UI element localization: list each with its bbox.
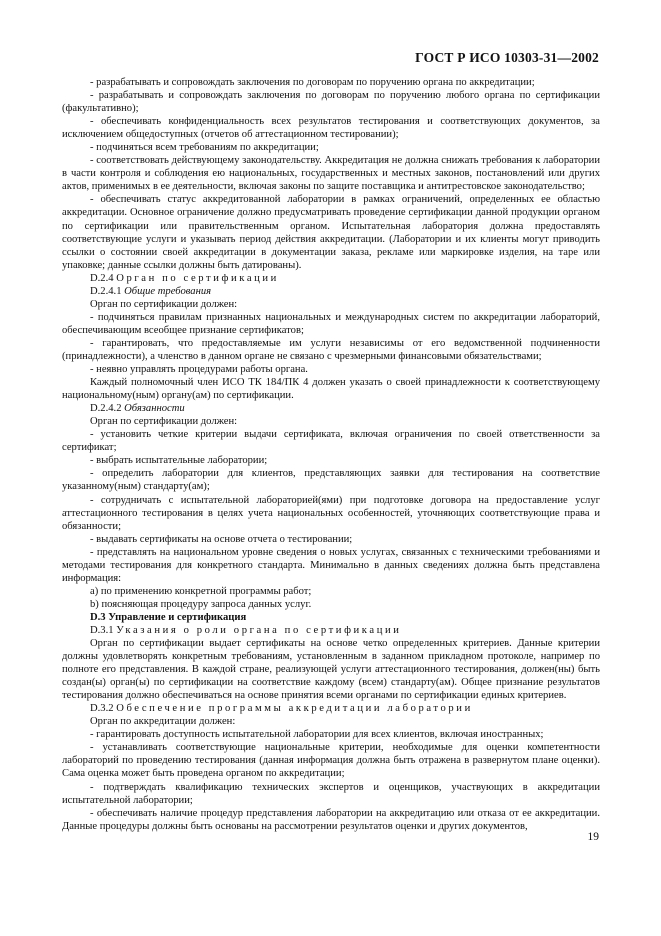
paragraph: Каждый полномочный член ИСО ТК 184/ПК 4 должен указать о своей принадлежности к соответствующему национальному(ным) органу(ам) по сертификации. bbox=[62, 377, 600, 402]
paragraph: - определить лаборатории для клиентов, представляющих заявки для тестирования на соответствие указанному(ным) стандарту(ам); bbox=[62, 468, 600, 493]
section-heading: D.3 Управление и сертификация bbox=[90, 611, 247, 623]
subsection-heading bbox=[62, 702, 600, 715]
paragraph: - гарантировать доступность испытательной лаборатории для всех клиентов, включая иностранных; bbox=[90, 729, 544, 741]
list-item: a) по применению конкретной программы работ; bbox=[90, 585, 312, 597]
paragraph: - разрабатывать и сопровождать заключения по договорам по поручению органа по аккредитации; bbox=[90, 77, 535, 88]
paragraph: - подчиняться правилам признанных национальных и международных систем по аккредитации лабораторий, обеспечивающим всеобщее признание сертификатов; bbox=[62, 311, 600, 336]
section-number: D.2.4 bbox=[90, 272, 114, 284]
paragraph: - подчиняться всем требованиям по аккредитации; bbox=[90, 142, 319, 154]
section-title: Указания о роли органа по сертификации bbox=[116, 624, 402, 636]
section-number: D.2.4.1 bbox=[90, 285, 122, 297]
paragraph: - неявно управлять процедурами работы органа. bbox=[90, 364, 308, 376]
page-body bbox=[62, 76, 600, 833]
standard-header: ГОСТ Р ИСО 10303-31—2002 bbox=[415, 50, 599, 65]
section-heading bbox=[62, 272, 600, 285]
paragraph: - подтверждать квалификацию технических экспертов и оценщиков, участвующих в аккредитации испытательной лаборатории; bbox=[62, 781, 600, 806]
paragraph: Орган по сертификации должен: bbox=[90, 298, 238, 310]
list-item: b) поясняющая процедуру запроса данных услуг. bbox=[90, 598, 312, 610]
section-number: D.3.2 bbox=[90, 703, 114, 715]
paragraph: - обеспечивать конфиденциальность всех результатов тестирования и соответствующих документов, за исключением общедоступных (отчетов об аттестационном тестировании); bbox=[62, 116, 600, 141]
paragraph: - гарантировать, что предоставляемые им услуги независимы от его ведомственной подчиненности (принадлежности), а членство в данном органе не связано с чрезмерными финансовыми обязательствами; bbox=[62, 337, 600, 362]
paragraph: - выдавать сертификаты на основе отчета о тестировании; bbox=[90, 533, 353, 545]
section-title: Обязанности bbox=[124, 403, 185, 415]
paragraph: - разрабатывать и сопровождать заключения по договорам по поручению любого органа по сертификации (факультативно); bbox=[62, 90, 600, 115]
paragraph: - выбрать испытательные лаборатории; bbox=[90, 455, 268, 467]
subsection-heading bbox=[62, 624, 600, 637]
paragraph: - установить четкие критерии выдачи сертификата, включая ограничения по своей ответственности за сертификат; bbox=[62, 429, 600, 454]
paragraph: Орган по сертификации должен: bbox=[90, 416, 238, 428]
section-title: Орган по сертификации bbox=[116, 272, 279, 284]
section-title: Обеспечение программы аккредитации лаборатории bbox=[116, 703, 473, 715]
subsection-heading bbox=[62, 402, 600, 415]
paragraph: - соответствовать действующему законодательству. Аккредитация не должна снижать требования к лаборатории в части контроля и соблюдения ею национальных, государственных и местных законов, постановлений или других актов, применимых в ее деятельности, включая законы по защите поставщика и антитрестовское законодательство; bbox=[62, 155, 600, 193]
paragraph: Орган по сертификации выдает сертификаты на основе четко определенных критериев. Данные критерии должны удовлетворять конкретным требованиям, установленным в заданном прикладном протоколе, например по полноте его представления. В каждой стране, реализующей услуги аттестационного тестирования, должен(ны) быть создан(ы) орган(ы) по сертификации на соответствие каждому (всем) стандарту(ам). Общее признание результатов тестирования должно обеспечиваться на основе принятия всеми органами по сертификации единых критериев. bbox=[62, 638, 600, 702]
paragraph: - обеспечивать статус аккредитованной лаборатории в рамках ограничений, определенных ее областью аккредитации. Основное ограничение должно предусматривать проведение сертификации данной продукции органом по сертификации или правительственным органом. Испытательная лаборатория должна предоставлять соответствующие услуги и указывать период действия аккредитации. (Лаборатории и их клиенты могут приводить ссылки о состоянии своей аккредитации в документации заказа, рекламе или маркировке изделия, на таре или упаковке; данные ссылки должны быть датированы). bbox=[62, 194, 600, 271]
paragraph: - сотрудничать с испытательной лабораторией(ями) при подготовке договора на предоставление услуг аттестационного тестирования в целях учета национальных особенностей, уточняющих соответствующие права и обязанности; bbox=[62, 494, 600, 532]
paragraph: Орган по аккредитации должен: bbox=[90, 716, 236, 728]
paragraph: - обеспечивать наличие процедур представления лаборатории на аккредитацию или отказа от ее аккредитации. Данные процедуры должны быть основаны на рассмотрении результатов оценки и других документов, bbox=[62, 807, 600, 832]
section-title: Общие требования bbox=[124, 285, 212, 297]
subsection-heading bbox=[62, 285, 600, 298]
section-number: D.3.1 bbox=[90, 624, 114, 636]
paragraph: - представлять на национальном уровне сведения о новых услугах, связанных с техническими требованиями и методами тестирования для конкретного стандарта. Минимально в данных сведениях должна быть представлена информация: bbox=[62, 546, 600, 584]
page-number: 19 bbox=[587, 831, 599, 843]
section-number: D.2.4.2 bbox=[90, 403, 122, 415]
paragraph: - устанавливать соответствующие национальные критерии, необходимые для оценки компетентности лабораторий по проведению тестирования (данная информация должна быть отражена в развернутом плане оценки). Сама оценка может быть проведена органом по аккредитации; bbox=[62, 742, 600, 780]
